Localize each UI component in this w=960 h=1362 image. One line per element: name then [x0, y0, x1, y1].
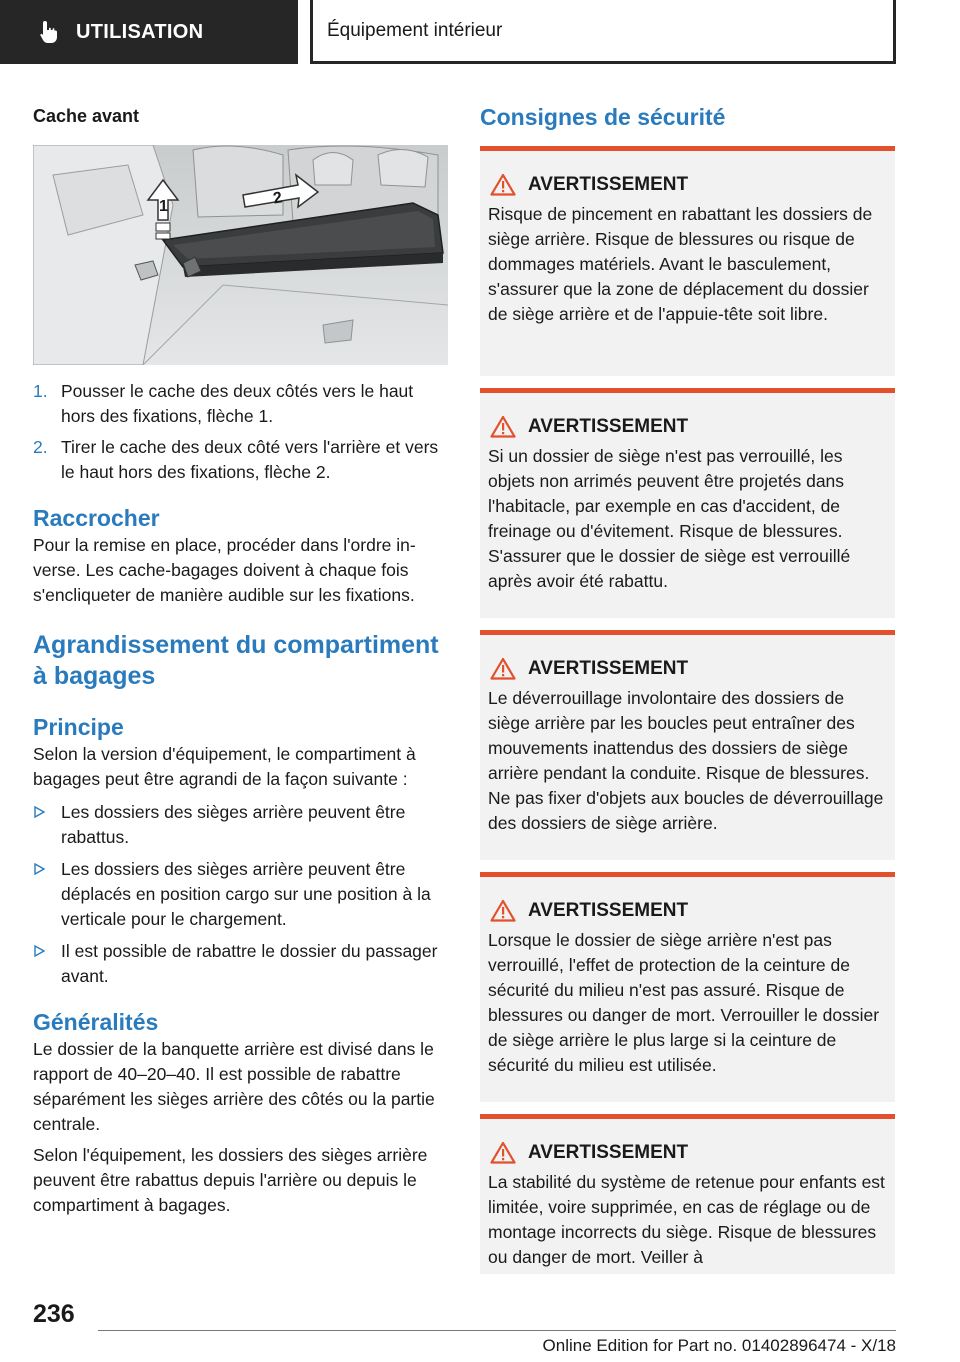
warning-text: Lorsque le dossier de siège arrière n'est pas verrouillé, l'effet de protection de la ceinture de sécurité du milieu n'est pas assuré. Risque de blessures ou danger de mort. Verrouiller le dossier de siège arrière le plus large si la ceinture de sécurité du milieu est utilisée.: [488, 930, 880, 1075]
warning-box: [480, 630, 895, 860]
removal-steps: [33, 379, 448, 485]
cargo-cover-illustration: [33, 145, 448, 365]
section-tab: [0, 0, 298, 64]
warning-text: Si un dossier de siège n'est pas verrouillé, les objets non arrimés peuvent être projetés dans l'habitacle, par exemple en cas d'accident, de freinage ou d'évitement. Risque de blessures. S'assurer que le dossier de siège est verrouillé après avoir été rabattu.: [488, 446, 851, 591]
step-number: 1.: [33, 381, 48, 401]
step-text: Pousser le cache des deux côtés vers le haut hors des fixations, flèche 1.: [61, 381, 414, 426]
step-number: 2.: [33, 437, 48, 457]
generalites-heading: Généralités: [33, 1009, 159, 1035]
step-text: Tirer le cache des deux côté vers l'arrière et vers le haut hors des fixations, flèche 2.: [61, 437, 439, 482]
hand-pointer-icon: [36, 19, 62, 45]
section-label: UTILISATION: [76, 20, 204, 43]
list-item: [33, 800, 448, 850]
warning-label: AVERTISSEMENT: [528, 415, 689, 437]
generalites-text-2: Selon l'équipement, les dossiers des sièges arrière peuvent être rabattus depuis l'arrière ou depuis le compartiment à bagages.: [33, 1145, 428, 1215]
warning-text: Risque de pincement en rabattant les dossiers de siège arrière. Risque de blessures ou risque de dommages matériels. Avant le basculement, s'assurer que la zone de déplacement du dossier de siège arrière et de l'appuie-tête soit libre.: [488, 204, 873, 324]
chapter-header: [310, 0, 896, 64]
raccrocher-text: Pour la remise en place, procéder dans l'ordre inverse. Les cache-bagages doivent à chaque fois s'encliqueter de manière audible sur les fixations.: [33, 535, 416, 605]
raccrocher-heading: Raccrocher: [33, 505, 160, 531]
principe-bullets: [33, 800, 448, 989]
warning-triangle-icon: [490, 173, 516, 196]
warning-text: Le déverrouillage involontaire des dossiers de siège arrière par les boucles peut entraîner des mouvements inattendus des dossiers de siège arrière pendant la conduite. Risque de blessures. Ne pas fixer d'objets aux boucles de déverrouillage des dossiers de siège arrière.: [488, 688, 884, 833]
list-item: [33, 379, 448, 429]
list-item: [33, 435, 448, 485]
safety-heading: Consignes de sécurité: [480, 104, 726, 130]
warning-header: [490, 415, 887, 438]
bullet-text: Les dossiers des sièges arrière peuvent être déplacés en position cargo sur une position à la verticale pour le chargement.: [61, 859, 431, 929]
warning-box: [480, 146, 895, 376]
warning-box: [480, 1114, 895, 1274]
left-column: [33, 100, 448, 1218]
triangle-bullet-icon: [33, 945, 45, 957]
principe-text: Selon la version d'équipement, le compartiment à bagages peut être agrandi de la façon suivante :: [33, 744, 416, 789]
page-number: 236: [33, 1300, 75, 1328]
edition-footer: Online Edition for Part no. 01402896474 - X/18: [542, 1336, 896, 1355]
warning-text: La stabilité du système de retenue pour enfants est limitée, voire supprimée, en cas de réglage ou de montage incorrects du siège. Risque de blessures ou danger de mort. Veiller à: [488, 1172, 885, 1267]
warning-label: AVERTISSEMENT: [528, 899, 689, 921]
warning-header: [490, 173, 887, 196]
right-column: [480, 100, 895, 1274]
warning-header: [490, 657, 887, 680]
list-item: [33, 939, 448, 989]
warning-label: AVERTISSEMENT: [528, 657, 689, 679]
warning-triangle-icon: [490, 899, 516, 922]
footer-divider: [98, 1330, 896, 1331]
principe-heading: Principe: [33, 714, 124, 740]
warning-triangle-icon: [490, 657, 516, 680]
warning-triangle-icon: [490, 1141, 516, 1164]
warning-label: AVERTISSEMENT: [528, 173, 689, 195]
chapter-title: Équipement intérieur: [327, 19, 503, 41]
triangle-bullet-icon: [33, 863, 45, 875]
warning-box: [480, 872, 895, 1102]
figure-title: Cache avant: [33, 106, 140, 126]
figure-label-2: 2: [271, 189, 284, 208]
figure-label-1: 1: [159, 198, 168, 215]
bullet-text: Il est possible de rabattre le dossier du passager avant.: [61, 941, 438, 986]
list-item: [33, 857, 448, 932]
warning-triangle-icon: [490, 415, 516, 438]
warning-header: [490, 899, 887, 922]
warning-label: AVERTISSEMENT: [528, 1141, 689, 1163]
warning-header: [490, 1141, 887, 1164]
bullet-text: Les dossiers des sièges arrière peuvent être rabattus.: [61, 802, 406, 847]
agrandissement-heading: Agrandissement du compartiment à bagages: [33, 631, 439, 690]
triangle-bullet-icon: [33, 806, 45, 818]
warning-box: [480, 388, 895, 618]
cargo-cover-figure: [33, 145, 448, 365]
generalites-text-1: Le dossier de la banquette arrière est divisé dans le rapport de 40–20–40. Il est possible de rabattre séparément les sièges arrière des côtés ou la partie centrale.: [33, 1039, 435, 1134]
